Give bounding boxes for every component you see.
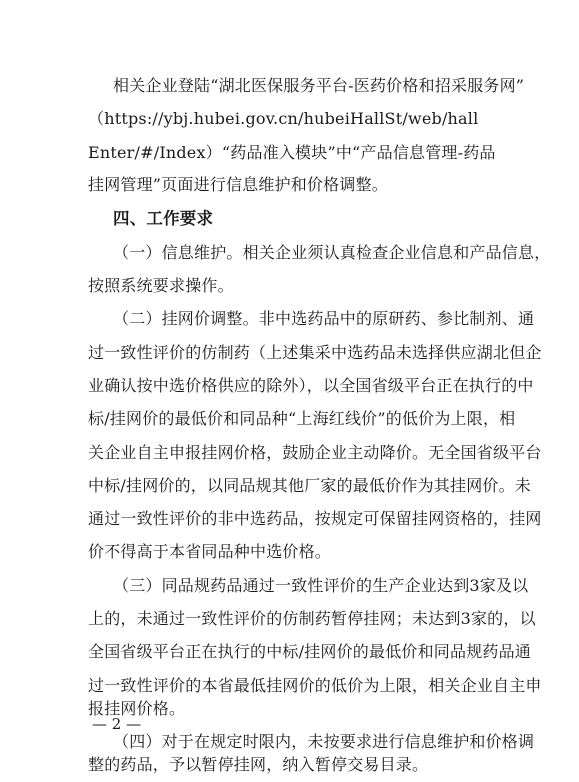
paragraph-2-line-3: 业确认按中选价格供应的除外），以全国省级平台正在执行的中 [88,376,534,395]
intro-line-3: Enter/#/Index）“药品准入模块”中“产品信息管理-药品 [88,143,496,162]
intro-line-2: （https://ybj.hubei.gov.cn/hubeiHallSt/web/hall [88,109,479,128]
paragraph-2-line-5: 关企业自主申报挂网价格，鼓励企业主动降价。无全国省级平台 [88,443,542,462]
paragraph-4-line-1: （四）对于在规定时限内，未按要求进行信息维护和价格调 [113,732,535,751]
paragraph-2-line-7: 通过一致性评价的非中选药品，按规定可保留挂网资格的，挂网 [88,509,542,528]
paragraph-4-line-2: 整的药品，予以暂停挂网，纳入暂停交易目录。 [88,755,429,774]
paragraph-3-line-1: （三）同品规药品通过一致性评价的生产企业达到3家及以 [113,576,529,595]
page-number: — 2 — [92,715,142,733]
paragraph-3-line-5: 报挂网价格。 [88,699,186,718]
intro-line-1: 相关企业登陆“湖北医保服务平台-医药价格和招采服务网” [113,76,525,95]
paragraph-2-line-2: 过一致性评价的仿制药（上述集采中选药品未选择供应湖北但企 [88,343,542,362]
intro-line-4: 挂网管理”页面进行信息维护和价格调整。 [88,175,388,194]
paragraph-2-line-1: （二）挂网价调整。非中选药品中的原研药、参比制剂、通 [113,309,535,328]
paragraph-3-line-2: 上的，未通过一致性评价的仿制药暂停挂网；未达到3家的，以 [88,609,536,628]
paragraph-1-line-2: 按照系统要求操作。 [88,276,234,295]
paragraph-3-line-4: 过一致性评价的本省最低挂网价的低价为上限，相关企业自主申 [88,676,542,695]
paragraph-2-line-6: 中标/挂网价的，以同品规其他厂家的最低价作为其挂网价。未 [88,476,531,495]
section-heading: 四、工作要求 [113,209,214,228]
paragraph-1-line-1: （一）信息维护。相关企业须认真检查企业信息和产品信息， [113,243,551,262]
paragraph-2-line-4: 标/挂网价的最低价和同品种“上海红线价”的低价为上限，相 [88,409,516,428]
paragraph-3-line-3: 全国省级平台正在执行的中标/挂网价的最低价和同品规药品通 [88,642,531,661]
paragraph-2-line-8: 价不得高于本省同品种中选价格。 [88,542,332,561]
